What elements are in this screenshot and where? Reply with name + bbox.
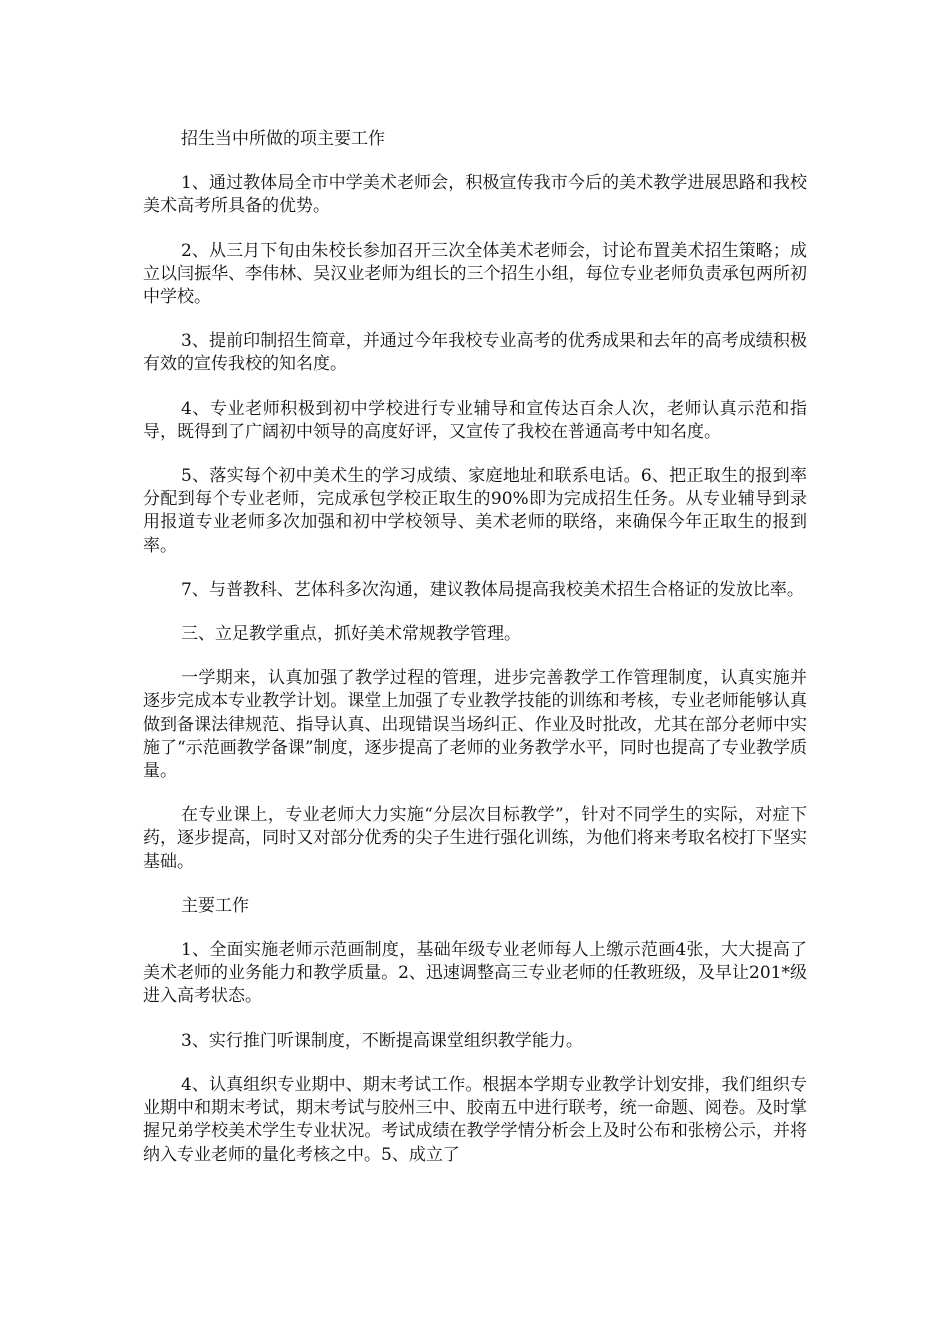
paragraph-item-3: 3、提前印制招生简章，并通过今年我校专业高考的优秀成果和去年的高考成绩积极有效的宣传我校的知名度。 [143, 331, 807, 375]
paragraph-section-three-heading: 三、立足教学重点，抓好美术常规教学管理。 [181, 624, 521, 645]
paragraph-heading-recruitment: 招生当中所做的项主要工作 [181, 129, 385, 149]
paragraph-work-3: 3、实行推门听课制度，不断提高课堂组织教学能力。 [181, 1030, 583, 1051]
paragraph-work-1-2: 1、全面实施老师示范画制度，基础年级专业老师每人上缴示范画4张，大大提高了美术老师的业务能力和教学质量。2、迅速调整高三专业老师的任教班级，及早让201*级进入高考状态。 [143, 940, 807, 1007]
paragraph-item-4: 4、专业老师积极到初中学校进行专业辅导和宣传达百余人次，老师认真示范和指导，既得到了广阔初中领导的高度好评，又宣传了我校在普通高考中知名度。 [143, 398, 807, 442]
paragraph-item-5-6: 5、落实每个初中美术生的学习成绩、家庭地址和联系电话。6、把正取生的报到率分配到每个专业老师，完成承包学校正取生的90%即为完成招生任务。从专业辅导到录用报道专业老师多次加强和初中学校领导、美术老师的联络，来确保今年正取生的报到率。 [143, 466, 807, 556]
paragraph-item-2: 2、从三月下旬由朱校长参加召开三次全体美术老师会，讨论布置美术招生策略；成立以闫振华、李伟林、吴汉业老师为组长的三个招生小组，每位专业老师负责承包两所初中学校。 [143, 240, 807, 308]
paragraph-work-4-5: 4、认真组织专业期中、期末考试工作。根据本学期专业教学计划安排，我们组织专业期中和期末考试，期末考试与胶州三中、胶南五中进行联考，统一命题、阅卷。及时掌握兄弟学校美术学生专业状况。考试成绩在教学学情分析会上及时公布和张榜公示，并将纳入专业老师的量化考核之中。5、成立了 [143, 1074, 807, 1165]
paragraph-layered-teaching: 在专业课上，专业老师大力实施“分层次目标教学”，针对不同学生的实际，对症下药，逐步提高，同时又对部分优秀的尖子生进行强化训练，为他们将来考取名校打下坚实基础。 [143, 805, 807, 872]
document-body [143, 128, 807, 1188]
paragraph-semester-management: 一学期来，认真加强了教学过程的管理，进步完善教学工作管理制度，认真实施并逐步完成本专业教学计划。课堂上加强了专业教学技能的训练和考核，专业老师能够认真做到备课法律规范、指导认真、出现错误当场纠正、作业及时批改，尤其在部分老师中实施了“示范画教学备课”制度，逐步提高了老师的业务教学水平，同时也提高了专业教学质量。 [143, 668, 807, 782]
paragraph-item-7: 7、与普教科、艺体科多次沟通，建议教体局提高我校美术招生合格证的发放比率。 [181, 579, 804, 600]
paragraph-heading-main-work: 主要工作 [181, 895, 249, 916]
paragraph-item-1: 1、通过教体局全市中学美术老师会，积极宣传我市今后的美术教学进展思路和我校美术高考所具备的优势。 [143, 173, 807, 217]
